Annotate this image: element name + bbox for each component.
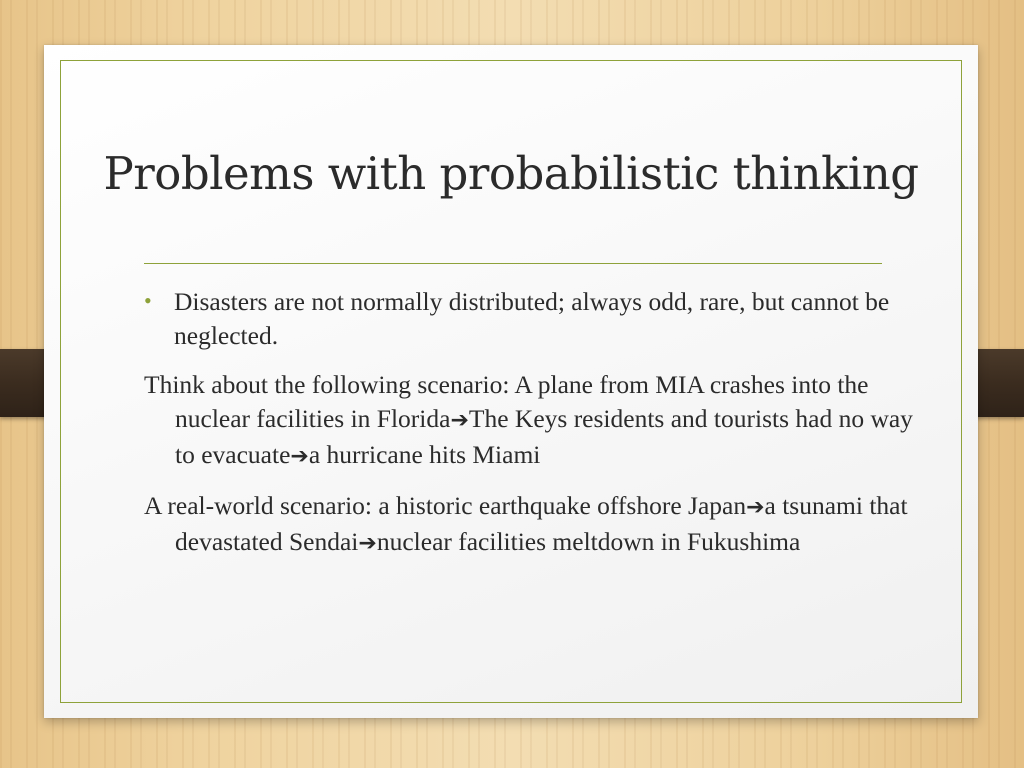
bullet-item xyxy=(144,285,914,353)
scenario-text-2: The Keys residents and tourists had no way to evacuate xyxy=(175,404,913,469)
slide-title: Problems with probabilistic thinking xyxy=(103,147,919,200)
real-world-text-1: A real-world scenario: a historic earthquake offshore Japan xyxy=(144,491,747,520)
arrow-right-icon: ➔ xyxy=(746,495,765,520)
arrow-right-icon: ➔ xyxy=(290,444,309,469)
scenario-paragraph xyxy=(144,368,914,474)
scenario-text-3: a hurricane hits Miami xyxy=(308,440,541,469)
arrow-right-icon: ➔ xyxy=(358,531,377,556)
bullet-text: Disasters are not normally distributed; always odd, rare, but cannot be neglected. xyxy=(174,287,890,350)
slide-content xyxy=(144,285,914,576)
scenario-text-1: Think about the following scenario: A plane from MIA crashes into the nuclear facilities in Florida xyxy=(144,370,869,433)
real-world-text-2: a tsunami that devastated Sendai xyxy=(175,491,908,556)
title-divider xyxy=(144,263,882,264)
real-world-text-3: nuclear facilities meltdown in Fukushima xyxy=(376,527,801,556)
arrow-right-icon: ➔ xyxy=(450,408,469,433)
slide-paper xyxy=(44,45,978,718)
real-world-paragraph xyxy=(144,489,914,561)
bullet-icon: • xyxy=(144,288,152,313)
